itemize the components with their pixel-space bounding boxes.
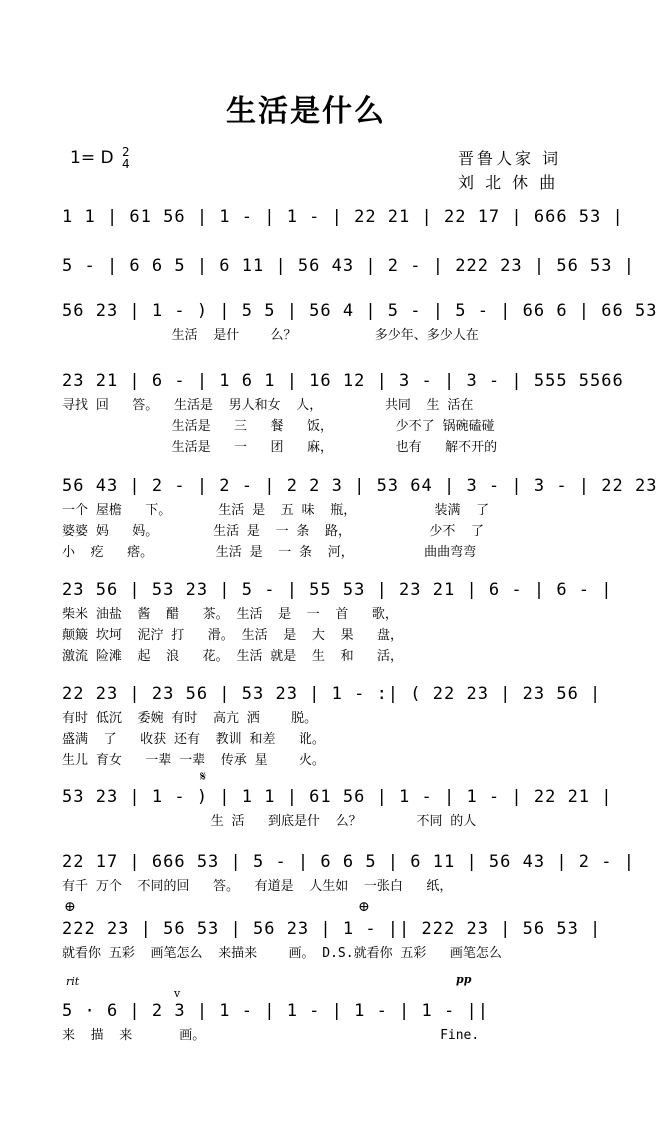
notation-line: 56 43 | 2 - | 2 - | 2 2 3 | 53 64 | 3 - | 3 - | 22 23: [62, 476, 657, 496]
lyricist: 晋鲁人家 词: [458, 149, 562, 168]
score-system-9: [62, 848, 635, 897]
score-system-1: [62, 203, 624, 231]
time-signature-top: 2: [121, 145, 130, 159]
notation-line: 22 23 | 23 56 | 53 23 | 1 - :| ( 22 23 | 23 56 |: [62, 684, 602, 704]
score-system-2: [62, 252, 635, 280]
key-time-signature: [70, 146, 130, 170]
notation-line: 5 · 6 | 2 3 | 1 - | 1 - | 1 - | 1 - ||: [62, 1001, 489, 1021]
notation-line: 22 17 | 666 53 | 5 - | 6 6 5 | 6 11 | 56 43 | 2 - |: [62, 852, 635, 872]
lyric-line: 激流 险滩 起 浪 花。 生活 就是 生 和 活，: [62, 649, 404, 664]
lyric-line: 小 疙 瘩。 生活 是 一 条 河， 曲曲弯弯: [62, 545, 477, 560]
time-signature: [122, 146, 130, 170]
song-title: 生活是什么: [226, 94, 386, 129]
lyric-line: 有千 万个 不同的回 答。 有道是 人生如 一张白 纸，: [62, 879, 453, 894]
lyric-line: 生活是 三 餐 饭， 少不了 锅碗磕碰: [62, 419, 495, 434]
lyric-line: 生 活 到底是什 么？ 不同 的人: [62, 814, 477, 829]
notation-line: 53 23 | 1 - ) | 1 1 | 61 56 | 1 - | 1 - | 22 21 |: [62, 787, 613, 807]
lyric-line: 生儿 育女 一辈 一辈 传承 星 火。: [62, 753, 325, 768]
score-system-7: [62, 680, 602, 771]
score-system-3: [62, 297, 657, 346]
lyric-line: 盛满 了 收获 还有 教训 和差 讹。: [62, 732, 325, 747]
lyric-line: 寻找 回 答。 生活是 男人和女 人， 共同 生 活在: [62, 398, 474, 413]
coda-icon: ⊕: [358, 899, 370, 915]
score-system-10: [62, 899, 602, 964]
lyric-line: 婆婆 妈 妈。 生活 是 一 条 路， 少不 了: [62, 524, 484, 539]
breath-mark: v: [174, 987, 181, 1000]
lyric-line: 柴米 油盐 酱 醋 茶。 生活 是 一 首 歌，: [62, 607, 398, 622]
segno-icon: 𝄋: [200, 769, 207, 785]
notation-line: 222 23 | 56 53 | 56 23 | 1 - || 222 23 | 56 53 |: [62, 919, 602, 939]
notation-line: 1 1 | 61 56 | 1 - | 1 - | 22 21 | 22 17 | 666 53 |: [62, 207, 624, 227]
composer: 刘 北 休 曲: [458, 173, 559, 192]
pp-marking: pp: [456, 973, 472, 986]
lyric-line: 一个 屋檐 下。 生活 是 五 味 瓶， 装满 了: [62, 503, 490, 518]
lyric-line: 颠簸 坎坷 泥泞 打 滑。 生活 是 大 果 盘，: [62, 628, 404, 643]
notation-line: 23 56 | 53 23 | 5 - | 55 53 | 23 21 | 6 - | 6 - |: [62, 580, 613, 600]
time-signature-bottom: 4: [121, 157, 130, 171]
lyric-line: 来 描 来 画。 Fine.: [62, 1028, 480, 1043]
score-system-11: [62, 973, 548, 1046]
score-system-6: [62, 576, 613, 667]
lyric-line: 生活 是什 么？ 多少年、多少人在: [62, 328, 479, 343]
key-signature: 1= D: [70, 148, 114, 168]
notation-line: 5 - | 6 6 5 | 6 11 | 56 43 | 2 - | 222 23 | 56 53 |: [62, 256, 635, 276]
lyric-line: 有时 低沉 委婉 有时 高亢 洒 脱。: [62, 711, 318, 726]
score-system-4: [62, 367, 624, 458]
lyric-line: 生活是 一 团 麻， 也有 解不开的: [62, 440, 498, 455]
score-system-5: [62, 472, 657, 563]
lyric-line: 就看你 五彩 画笔怎么 来描来 画。 D.S.就看你 五彩 画笔怎么: [62, 946, 502, 961]
coda-icon: ⊕: [64, 899, 76, 915]
notation-line: 23 21 | 6 - | 1 6 1 | 16 12 | 3 - | 3 - | 555 5566: [62, 371, 624, 391]
notation-line: 56 23 | 1 - ) | 5 5 | 56 4 | 5 - | 5 - | 66 6 | 66 53: [62, 301, 657, 321]
rit-marking: rit: [66, 975, 80, 988]
score-system-8: [62, 769, 613, 832]
